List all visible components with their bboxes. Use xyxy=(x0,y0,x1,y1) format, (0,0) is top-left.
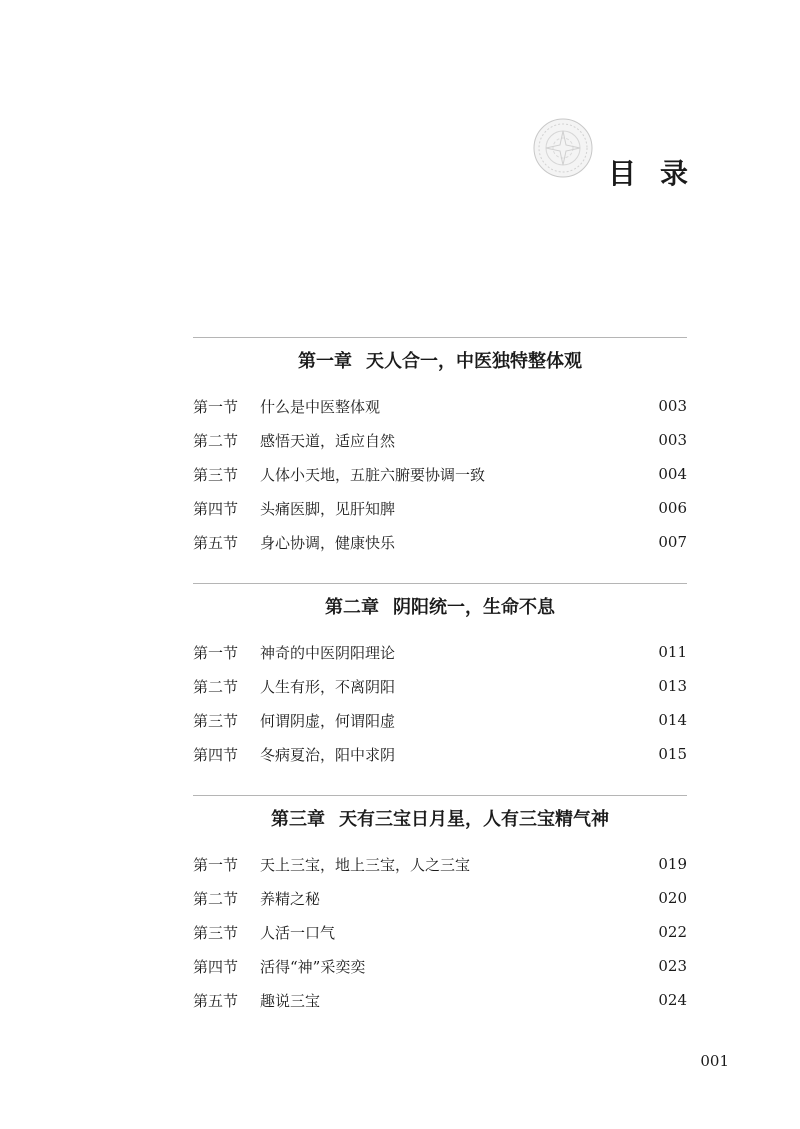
section-title: 冬病夏治，阳中求阴 xyxy=(260,745,396,764)
section-title: 人生有形，不离阴阳 xyxy=(260,677,396,696)
toc-entry[interactable] xyxy=(193,847,687,881)
section-label: 第三节 xyxy=(193,465,239,484)
toc-entry[interactable] xyxy=(193,737,687,771)
section-title: 养精之秘 xyxy=(260,889,321,908)
decorative-medallion-icon xyxy=(533,118,593,178)
section-label: 第二节 xyxy=(193,677,239,696)
section-title: 感悟天道，适应自然 xyxy=(260,431,396,450)
page-number: 020 xyxy=(658,889,687,907)
section-label: 第四节 xyxy=(193,745,239,764)
toc-entry[interactable] xyxy=(193,457,687,491)
section-label: 第一节 xyxy=(193,855,239,874)
page-number: 007 xyxy=(658,533,687,551)
page-number: 015 xyxy=(658,745,687,763)
chapter-3 xyxy=(193,795,687,1017)
toc-entry[interactable] xyxy=(193,983,687,1017)
toc-entry[interactable] xyxy=(193,491,687,525)
page-number: 019 xyxy=(658,855,687,873)
section-label: 第三节 xyxy=(193,711,239,730)
toc-entry[interactable] xyxy=(193,703,687,737)
chapter-label: 第二章 xyxy=(325,597,379,618)
page-number: 013 xyxy=(658,677,687,695)
toc-entry[interactable] xyxy=(193,389,687,423)
section-title: 人活一口气 xyxy=(260,923,336,942)
section-title: 活得“神”采奕奕 xyxy=(260,957,366,976)
page-number: 006 xyxy=(658,499,687,517)
section-label: 第二节 xyxy=(193,431,239,450)
section-label: 第三节 xyxy=(193,923,239,942)
page-number: 004 xyxy=(658,465,687,483)
page-number: 003 xyxy=(658,397,687,415)
section-title: 头痛医脚，见肝知脾 xyxy=(260,499,396,518)
chapter-label: 第一章 xyxy=(298,351,352,372)
toc-entry[interactable] xyxy=(193,949,687,983)
section-title: 人体小天地，五脏六腑要协调一致 xyxy=(260,465,486,484)
chapter-divider xyxy=(193,583,687,584)
folio-page-number: 001 xyxy=(700,1052,729,1070)
page-number: 023 xyxy=(658,957,687,975)
chapter-divider xyxy=(193,337,687,338)
chapter-divider xyxy=(193,795,687,796)
chapter-2 xyxy=(193,583,687,771)
section-label: 第一节 xyxy=(193,397,239,416)
chapter-heading xyxy=(193,595,687,621)
section-label: 第一节 xyxy=(193,643,239,662)
chapter-title: 阴阳统一，生命不息 xyxy=(393,597,555,618)
section-title: 何谓阴虚，何谓阳虚 xyxy=(260,711,396,730)
section-label: 第四节 xyxy=(193,499,239,518)
section-label: 第四节 xyxy=(193,957,239,976)
toc-entry[interactable] xyxy=(193,525,687,559)
toc-entry[interactable] xyxy=(193,915,687,949)
toc-entry[interactable] xyxy=(193,635,687,669)
page-number: 014 xyxy=(658,711,687,729)
section-label: 第二节 xyxy=(193,889,239,908)
toc-entry[interactable] xyxy=(193,669,687,703)
section-title: 什么是中医整体观 xyxy=(260,397,381,416)
section-title: 趣说三宝 xyxy=(260,991,321,1010)
section-title: 神奇的中医阴阳理论 xyxy=(260,643,396,662)
section-label: 第五节 xyxy=(193,991,239,1010)
page-title: 目录 xyxy=(608,157,713,190)
chapter-1 xyxy=(193,337,687,559)
page-number: 022 xyxy=(658,923,687,941)
toc-entry[interactable] xyxy=(193,881,687,915)
chapter-title: 天人合一，中医独特整体观 xyxy=(366,351,582,372)
chapter-heading xyxy=(193,807,687,833)
section-label: 第五节 xyxy=(193,533,239,552)
section-title: 天上三宝，地上三宝，人之三宝 xyxy=(260,855,471,874)
table-of-contents xyxy=(193,337,687,1041)
chapter-heading xyxy=(193,349,687,375)
chapter-title: 天有三宝日月星，人有三宝精气神 xyxy=(339,809,609,830)
toc-entry[interactable] xyxy=(193,423,687,457)
page-number: 003 xyxy=(658,431,687,449)
page-number: 024 xyxy=(658,991,687,1009)
page-number: 011 xyxy=(658,643,687,661)
chapter-label: 第三章 xyxy=(271,809,325,830)
section-title: 身心协调，健康快乐 xyxy=(260,533,396,552)
